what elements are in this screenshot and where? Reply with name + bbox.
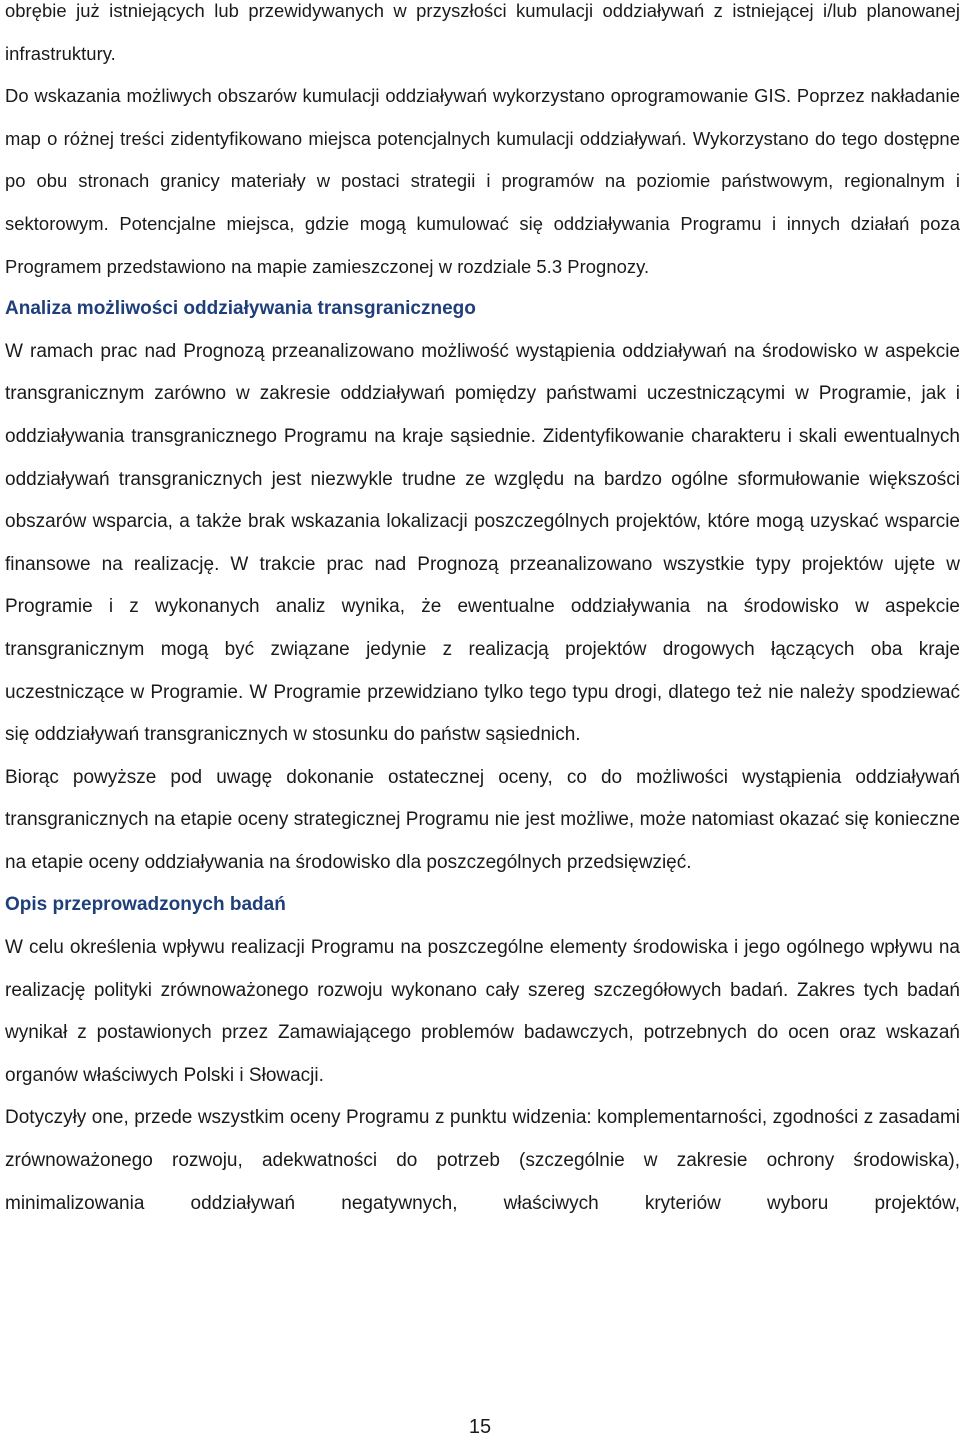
- page-number: 15: [468, 1416, 492, 1438]
- intro-sentence-3: Wykorzystano do tego dostępne po obu stronach granicy materiały w postaci strategii i programów na poziomie państwowym, regionalnym i sektorowym.: [5, 127, 960, 234]
- paragraph-conclusion: Biorąc powyższe pod uwagę dokonanie ostatecznej oceny, co do możliwości wystąpienia oddziaływań transgranicznych na etapie oceny strategicznej Programu nie jest możliwe, może natomiast okazać się konieczne na etapie oceny oddziaływania na środowisko dla poszczególnych przedsięwzięć.: [5, 766, 960, 873]
- heading-research: Opis przeprowadzonych badań: [5, 894, 286, 916]
- document-page: [5, 0, 960, 1225]
- paragraph-transboundary: W ramach prac nad Prognozą przeanalizowano możliwość wystąpienia oddziaływań na środowisko w aspekcie transgranicznym zarówno w zakresie oddziaływań pomiędzy państwami uczestniczącymi w Programie, jak i oddziaływania transgranicznego Programu na kraje sąsiednie. Zidentyfikowanie charakteru i skali ewentualnych oddziaływań transgranicznych jest niezwykle trudne ze względu na bardzo ogólne sformułowanie większości obszarów wsparcia, a także brak wskazania lokalizacji poszczególnych projektów, które mogą uzyskać wsparcie finansowe na realizację. W trakcie prac nad Prognozą przeanalizowano wszystkie typy projektów ujęte w Programie i z wykonanych analiz wynika, że ewentualne oddziaływania na środowisko w aspekcie transgranicznym mogą być związane jedynie z realizacją projektów drogowych łączących oba kraje uczestniczące w Programie. W Programie przewidziano tylko tego typu drogi, dlatego też nie należy spodziewać się oddziaływań transgranicznych w stosunku do państw sąsiednich.: [5, 340, 960, 746]
- paragraph-intro: [5, 0, 960, 288]
- intro-sentence-4: Potencjalne miejsca, gdzie mogą kumulować się oddziaływania Programu i innych działań poza Programem przedstawiono na mapie zamieszczonej w rozdziale 5.3 Prognozy.: [5, 212, 960, 277]
- paragraph-research: W celu określenia wpływu realizacji Programu na poszczególne elementy środowiska i jego ogólnego wpływu na realizację polityki zrównoważonego rozwoju wykonano cały szereg szczegółowych badań. Zakres tych badań wynikał z postawionych przez Zamawiającego problemów badawczych, potrzebnych do ocen oraz wskazań organów właściwych Polski i Słowacji.: [5, 937, 960, 1086]
- paragraph-scope: Dotyczyły one, przede wszystkim oceny Programu z punktu widzenia: komplementarności, zgodności z zasadami zrównoważonego rozwoju, adekwatności do potrzeb (szczególnie w zakresie ochrony środowiska), minimalizowania oddziaływań negatywnych, właściwych kryteriów wyboru projektów,: [5, 1107, 960, 1214]
- intro-sentence-2: Do wskazania możliwych obszarów kumulacji oddziaływań wykorzystano oprogramowanie GIS. Poprzez nakładanie map o różnej treści zidentyfikowano miejsca potencjalnych kumulacji oddziaływań.: [5, 85, 960, 149]
- heading-transboundary: Analiza możliwości oddziaływania transgranicznego: [5, 298, 476, 320]
- intro-sentence-1: obrębie już istniejących lub przewidywanych w przyszłości kumulacji oddziaływań z istniejącej i/lub planowanej infrastruktury.: [5, 0, 960, 64]
